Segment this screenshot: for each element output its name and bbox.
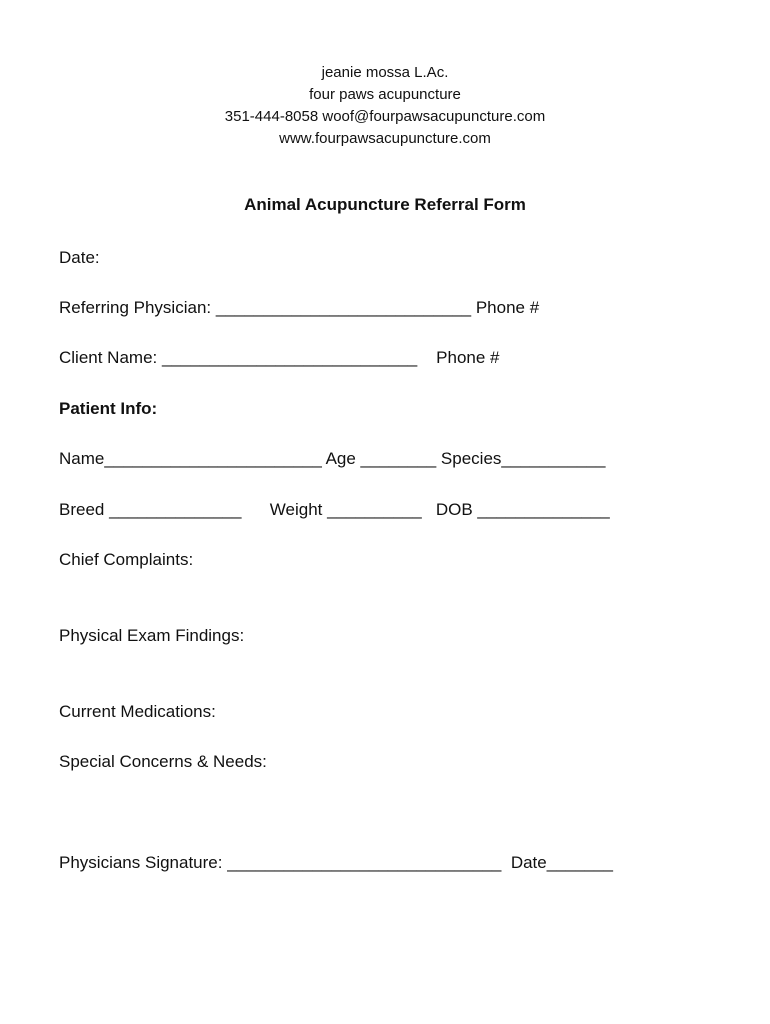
current-medications-field: Current Medications:	[59, 702, 216, 721]
website: www.fourpawsacupuncture.com	[279, 130, 491, 147]
letterhead	[0, 62, 770, 150]
physical-exam-field: Physical Exam Findings:	[59, 626, 245, 645]
date-field: Date:	[59, 248, 100, 267]
breed-weight-dob-field: Breed ______________ Weight __________ DOB ______________	[59, 500, 610, 519]
chief-complaints-field: Chief Complaints:	[59, 550, 194, 569]
client-name-field: Client Name: ___________________________ Phone #	[59, 348, 500, 367]
name-age-species-field: Name_______________________ Age ________ Species___________	[59, 449, 606, 468]
special-concerns-field: Special Concerns & Needs:	[59, 752, 267, 771]
referring-physician-field: Referring Physician: ___________________________ Phone #	[59, 298, 540, 317]
signature-field: Physicians Signature: _____________________________ Date_______	[59, 853, 613, 872]
patient-info-heading: Patient Info:	[59, 399, 158, 418]
form-title: Animal Acupuncture Referral Form	[244, 195, 526, 214]
contact-info: 351-444-8058 woof@fourpawsacupuncture.com	[224, 108, 546, 125]
business-name: four paws acupuncture	[309, 86, 461, 103]
practitioner-name: jeanie mossa L.Ac.	[321, 64, 449, 81]
